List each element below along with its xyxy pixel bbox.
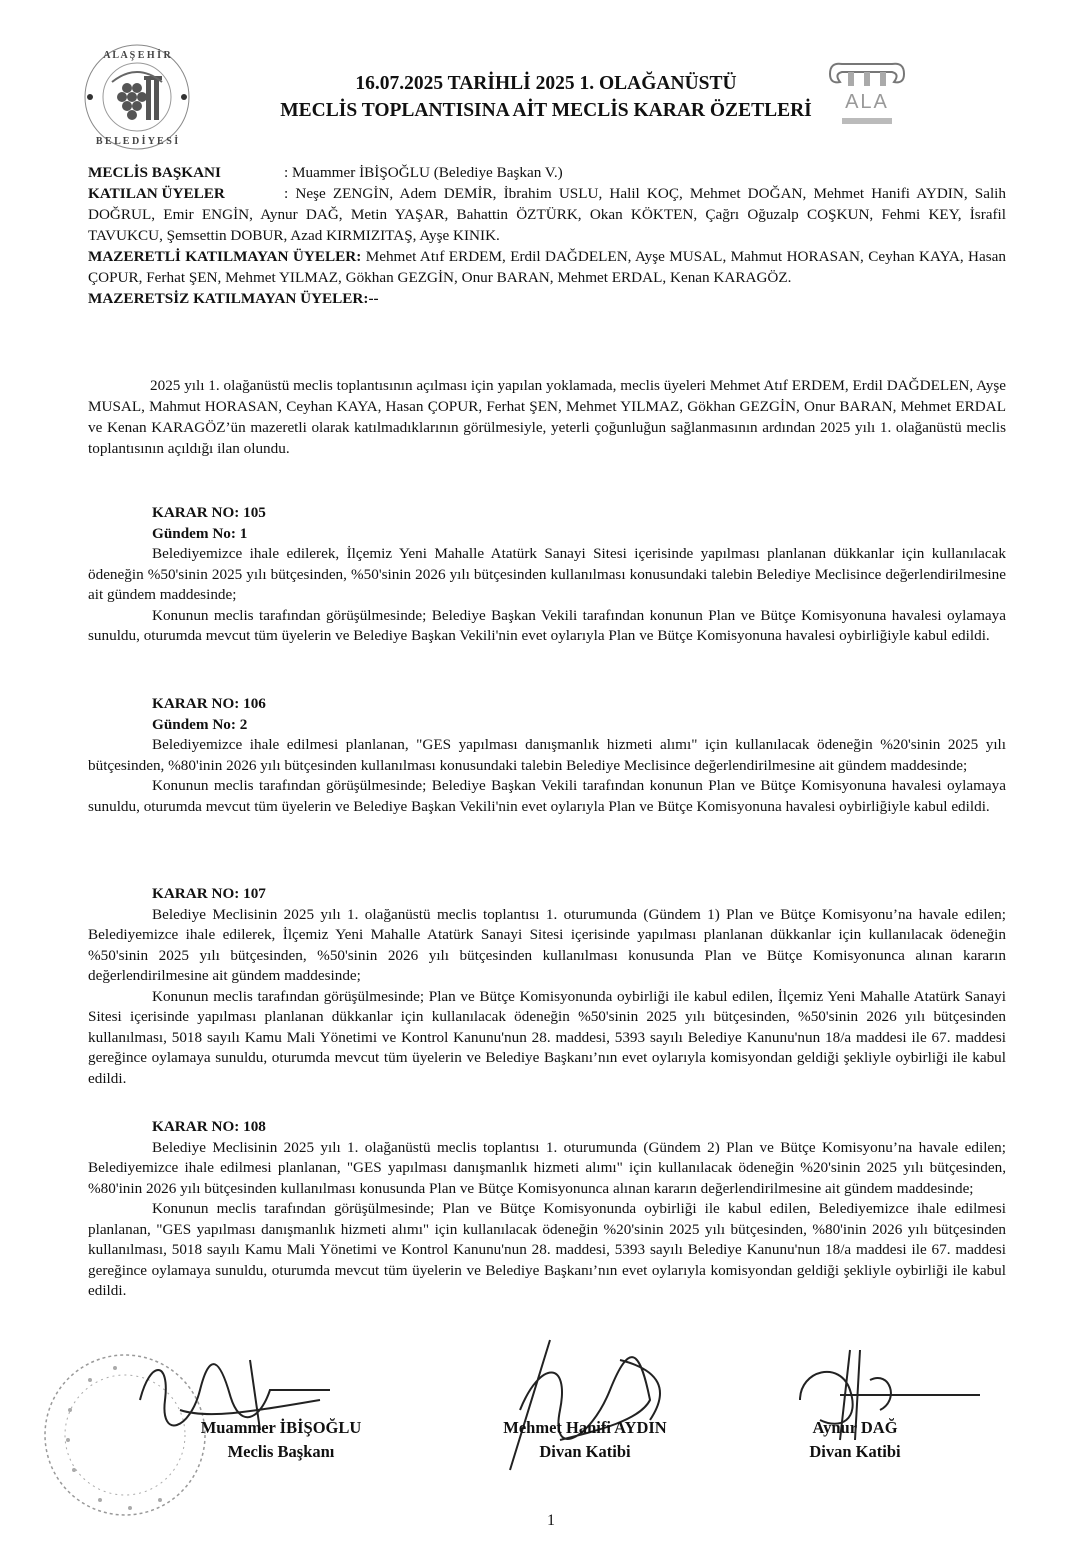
katilan-uyeler-label: KATILAN ÜYELER — [88, 185, 225, 202]
mazeretli-label: MAZERETLİ KATILMAYAN ÜYELER: — [88, 248, 362, 265]
katilan-uyeler-value: : Neşe ZENGİN, Adem DEMİR, İbrahim USLU, Halil KOÇ, Mehmet DOĞAN, Mehmet Hanifi AYDIN, Salih DOĞRUL, Emir ENGİN, Aynur DAĞ, Metin YAŞAR, Bahattin ÖZTÜRK, Okan KÖKTEN, Çağrı Oğuzalp COŞKUN, Fehmi KEY, İsrafil TAVUKCU, Şemsettin DOBUR, Azad KIRMIZITAŞ, Ayşe KINIK. — [88, 185, 1006, 244]
signature-block-1 — [186, 1416, 376, 1464]
signer-name: Muammer İBİŞOĞLU — [200, 1418, 362, 1437]
meclis-baskani-label: MECLİS BAŞKANI — [88, 164, 221, 181]
karar-108 — [88, 1117, 1006, 1302]
signature-block-2 — [470, 1416, 700, 1464]
signer-role: Meclis Başkanı — [227, 1442, 335, 1461]
svg-text:A L A Ş E H İ R: A L A Ş E H İ R — [103, 50, 171, 61]
karar-no: KARAR NO: 105 — [152, 504, 266, 521]
karar-paragraph-2: Konunun meclis tarafından görüşülmesinde; Plan ve Bütçe Komisyonunda oybirliği ile kabul edilen, Belediyemizce ihale edilmesi planlanan, "GES yapılması danışmanlık hizmeti alımı" için kullanılacak ödeneğin %20'sinin 2025 yılı bütçesinden, %80'inin 2026 yılı bütçesinden kullanılması, 5018 sayılı Kamu Mali Yönetimi ve Kontrol Kanunu'nun 28. maddesi, 5393 sayılı Belediye Kanunu'nun 18/a maddesi ile 67. maddesi gereğince oylamaya sunuldu, oturumda mevcut tüm üyelerin ve Belediye Başkanı’nın evet oylarıyla komisyondan geldiği şekliyle oybirliği ile kabul edildi. — [88, 1200, 1006, 1299]
municipality-logo — [82, 42, 192, 152]
signer-role: Divan Katibi — [539, 1442, 631, 1461]
signature-block-3 — [790, 1416, 920, 1464]
meclis-baskani-value: : Muammer İBİŞOĞLU (Belediye Başkan V.) — [284, 164, 563, 181]
meclis-baskani-row — [88, 162, 1006, 183]
karar-paragraph-2: Konunun meclis tarafından görüşülmesinde; Belediye Başkan Vekili tarafından konunun Plan ve Bütçe Komisyonuna havalesi oylamaya sunuldu, oturumda mevcut tüm üyelerin ve Belediye Başkan Vekili'nin evet oylarıyla Plan ve Bütçe Komisyonuna havalesi oybirliğiyle kabul edildi. — [88, 777, 1006, 815]
katilan-uyeler-row — [88, 183, 1006, 246]
title-line-2: MECLİS TOPLANTISINA AİT MECLİS KARAR ÖZETLERİ — [280, 100, 812, 121]
gundem-no: Gündem No: 2 — [152, 715, 248, 733]
karar-107 — [88, 884, 1006, 1089]
svg-text:B E L E D İ Y E S İ: B E L E D İ Y E S İ — [95, 136, 179, 147]
karar-106 — [88, 694, 1006, 817]
svg-text:ALA: ALA — [845, 91, 889, 113]
karar-paragraph-2: Konunun meclis tarafından görüşülmesinde; Belediye Başkan Vekili tarafından konunun Plan ve Bütçe Komisyonuna havalesi oylamaya sunuldu, oturumda mevcut tüm üyelerin ve Belediye Başkan Vekili'nin evet oylarıyla Plan ve Bütçe Komisyonuna havalesi oybirliğiyle kabul edildi. — [88, 606, 1006, 644]
attendance-block — [88, 162, 1006, 309]
karar-no: KARAR NO: 107 — [152, 885, 266, 902]
karar-paragraph-2: Konunun meclis tarafından görüşülmesinde; Plan ve Bütçe Komisyonunda oybirliği ile kabul edilen, İlçemiz Yeni Mahalle Atatürk Sanayi Sitesi içerisinde yapılması planlanan dükkanlar için kullanılacak ödeneğin %50'sinin 2025 yılı bütçesinden, %50'sinin 2026 yılı bütçesinden kullanılması, 5018 sayılı Kamu Mali Yönetimi ve Kontrol Kanunu'nun 28. maddesi, 5393 sayılı Belediye Kanunu'nun 18/a maddesi ile 67. maddesi gereğince oylamaya sunuldu, oturumda mevcut tüm üyelerin ve Belediye Başkanı’nın evet oylarıyla komisyondan geldiği şekliyle oybirliği ile kabul edildi. — [88, 987, 1006, 1087]
karar-paragraph-1: Belediye Meclisinin 2025 yılı 1. olağanüstü meclis toplantısı 1. oturumunda (Gündem 2) Plan ve Bütçe Komisyonu’na havale edilen; Belediyemizce ihale edilmesi planlanan, "GES yapılması danışmanlık hizmeti alımı" için kullanılacak ödeneğin %20'sinin 2025 yılı bütçesinden, %80'inin 2026 yılı bütçesinden kullanılması konusunda Plan ve Bütçe Komisyonunca alınan kararın değerlendirilmesine ait gündem maddesinde; — [88, 1138, 1006, 1197]
signer-name: Aynur DAĞ — [812, 1418, 898, 1437]
karar-paragraph-1: Belediyemizce ihale edilmesi planlanan, "GES yapılması danışmanlık hizmeti alımı" için kullanılacak ödeneğin %20'sinin 2025 yılı bütçesinden, %80'inin 2026 yılı bütçesinden kullanılması konusundaki talebin Belediye Meclisince değerlendirilmesine ait gündem maddesinde; — [88, 736, 1006, 774]
mazeretli-row — [88, 246, 1006, 288]
intro-paragraph: 2025 yılı 1. olağanüstü meclis toplantısının açılması için yapılan yoklamada, meclis üyeleri Mehmet Atıf ERDEM, Erdil DAĞDELEN, Ayşe MUSAL, Mahmut HORASAN, Ceyhan KAYA, Hasan ÇOPUR, Ferhat ŞEN, Mehmet YILMAZ, Gökhan GEZGİN, Onur BARAN, Mehmet ERDAL ve Kenan KARAGÖZ’ün mazeretli olarak katılmadıklarının görülmesiyle, yeterli çoğunluğun sağlanmasının ardından 2025 yılı 1. olağanüstü meclis toplantısının açıldığı ilan olundu. — [88, 377, 1006, 457]
mazeretsiz-label: MAZERETSİZ KATILMAYAN ÜYELER:-- — [88, 290, 379, 307]
karar-no: KARAR NO: 108 — [152, 1118, 266, 1135]
mazeretli-value: Mehmet Atıf ERDEM, Erdil DAĞDELEN, Ayşe MUSAL, Mahmut HORASAN, Ceyhan KAYA, Hasan ÇOPUR, Ferhat ŞEN, Mehmet YILMAZ, Gökhan GEZGİN, Onur BARAN, Mehmet ERDAL, Kenan KARAGÖZ. — [88, 248, 1007, 286]
title-line-1: 16.07.2025 TARİHLİ 2025 1. OLAĞANÜSTÜ — [355, 73, 737, 94]
signer-name: Mehmet Hanifi AYDIN — [503, 1418, 667, 1437]
karar-paragraph-1: Belediye Meclisinin 2025 yılı 1. olağanüstü meclis toplantısı 1. oturumunda (Gündem 1) Plan ve Bütçe Komisyonu’na havale edilen; Belediyemizce ihale edilerek, İlçemiz Yeni Mahalle Atatürk Sanayi Sitesi içerisinde yapılması planlanan dükkanlar için kullanılacak ödeneğin %50'sinin 2025 yılı bütçesinden, %50'sinin 2026 yılı bütçesinden kullanılması konusunda Plan ve Bütçe Komisyonunca alınan kararın değerlendirilmesine ait gündem maddesinde; — [88, 905, 1006, 984]
gundem-no: Gündem No: 1 — [152, 524, 248, 542]
page-number: 1 — [547, 1512, 555, 1529]
karar-105 — [88, 503, 1006, 647]
mazeretsiz-row — [88, 288, 1006, 309]
karar-paragraph-1: Belediyemizce ihale edilerek, İlçemiz Yeni Mahalle Atatürk Sanayi Sitesi içerisinde yapılması planlanan dükkanlar için kullanılacak ödeneğin %50'sinin 2025 yılı bütçesinden, %50'sinin 2026 yılı bütçesinden kullanılması konusundaki talebin Belediye Meclisince değerlendirilmesine ait gündem maddesinde; — [88, 545, 1006, 603]
karar-no: KARAR NO: 106 — [152, 695, 266, 712]
document-title — [240, 70, 852, 124]
signer-role: Divan Katibi — [809, 1442, 901, 1461]
